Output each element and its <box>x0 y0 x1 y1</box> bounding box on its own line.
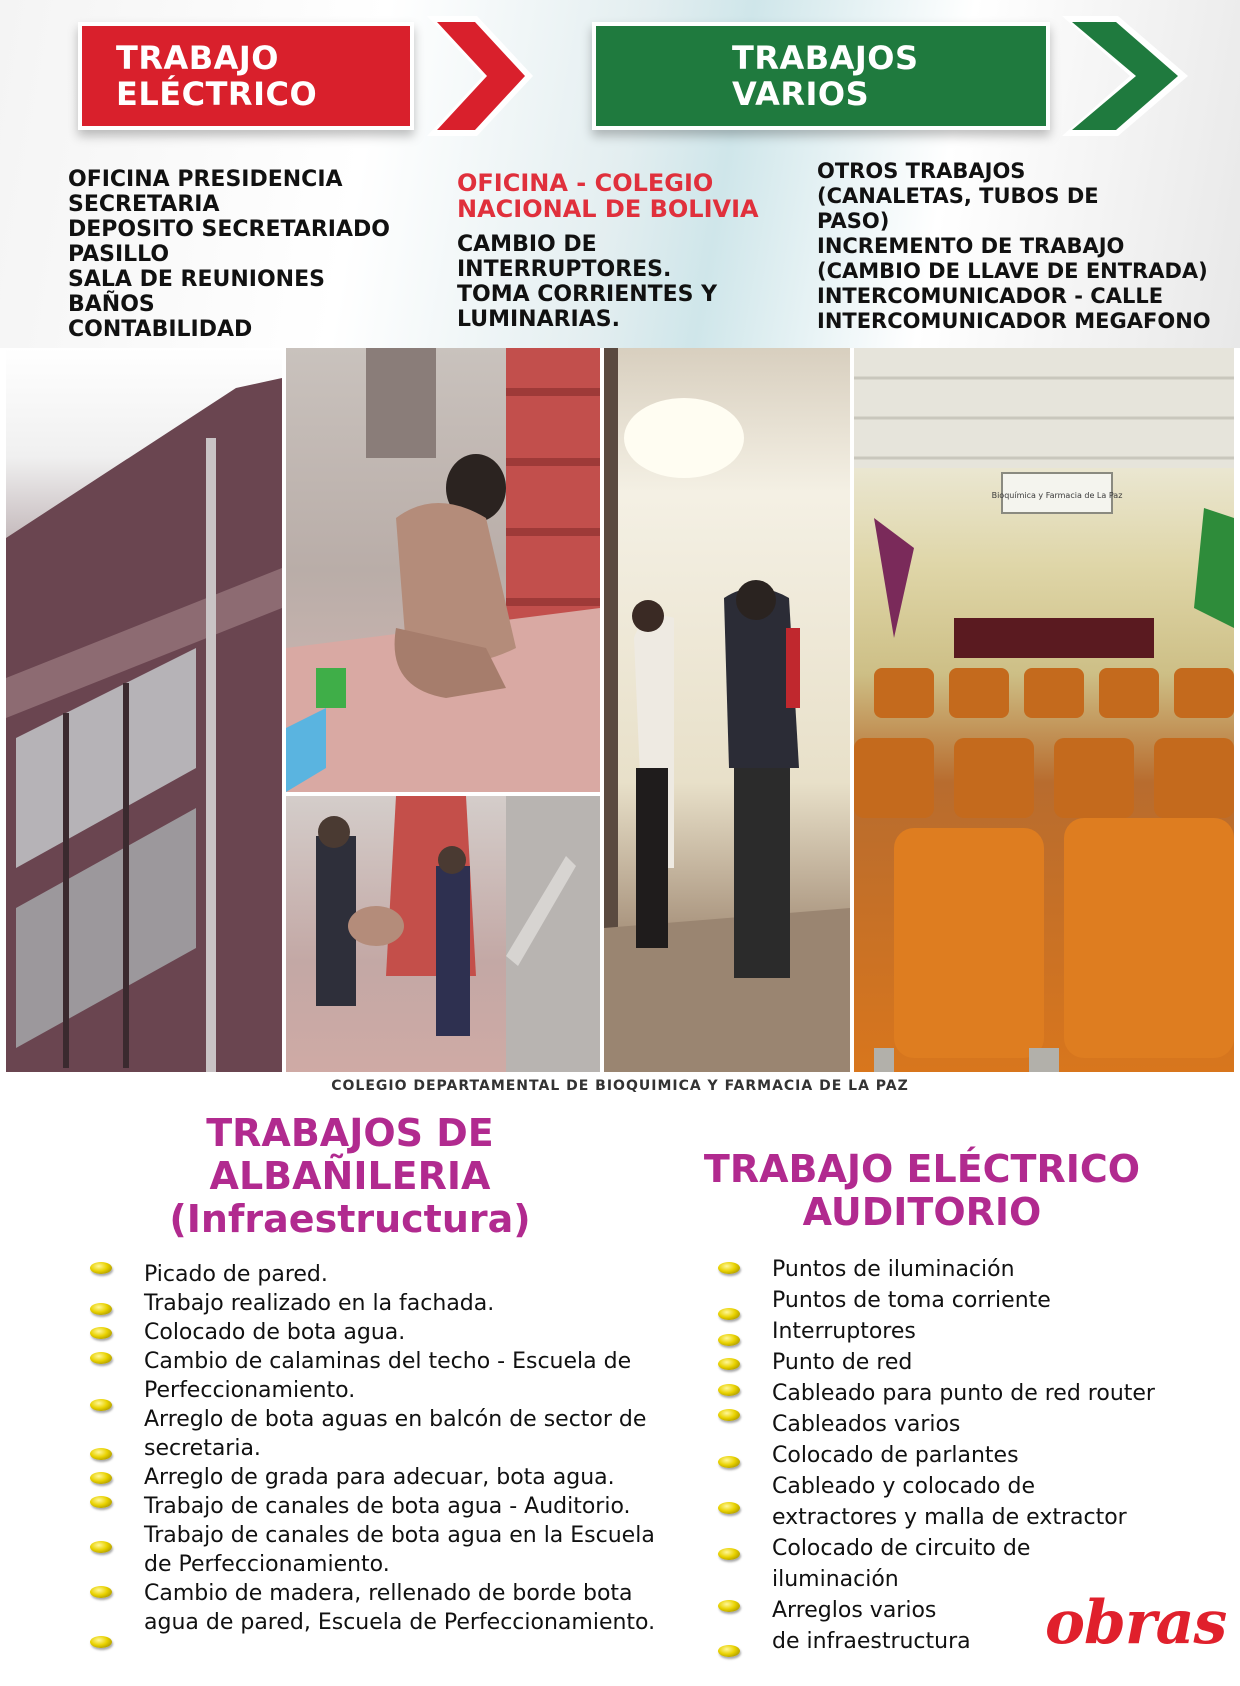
bullet-icon <box>90 1303 112 1315</box>
list-item: SECRETARIA <box>68 192 220 217</box>
office-title-line1: OFICINA - COLEGIO <box>457 169 714 197</box>
office-body-line: LUMINARIAS. <box>457 307 620 332</box>
bullet-icon <box>718 1409 740 1421</box>
electric-work-banner <box>78 22 414 130</box>
list-item: Punto de red <box>772 1350 913 1375</box>
bullet-icon <box>718 1384 740 1396</box>
auditorium-heading-line1: TRABAJO ELÉCTRICO <box>703 1147 1141 1191</box>
list-item: INTERCOMUNICADOR - CALLE <box>817 284 1164 308</box>
auditorium-heading <box>672 1148 1172 1234</box>
list-item: Puntos de toma corriente <box>772 1288 1051 1313</box>
bullet-icon <box>718 1334 740 1346</box>
list-item: Trabajo de canales de bota agua - Auditorio. <box>144 1494 631 1519</box>
auditorium-seats-photo <box>854 348 1234 1072</box>
photo-caption: COLEGIO DEPARTAMENTAL DE BIOQUIMICA Y FARMACIA DE LA PAZ <box>331 1078 909 1094</box>
facade-drawing <box>6 348 282 1072</box>
bullet-icon <box>718 1600 740 1612</box>
bullet-icon <box>90 1586 112 1598</box>
various-work-banner <box>592 22 1050 130</box>
list-item: Cableado y colocado de <box>772 1474 1035 1499</box>
various-work-list <box>817 159 1211 334</box>
list-item: Trabajo realizado en la fachada. <box>144 1291 495 1316</box>
list-item: agua de pared, Escuela de Perfeccionamiento. <box>144 1610 656 1635</box>
list-item: Arreglos varios <box>772 1598 937 1623</box>
office-body-line: CAMBIO DE <box>457 232 597 257</box>
list-item: Colocado de bota agua. <box>144 1320 406 1345</box>
worker-floor-photo <box>286 348 600 792</box>
two-people-room-photo <box>604 348 850 1072</box>
list-item: OFICINA PRESIDENCIA <box>68 167 343 192</box>
list-item: Colocado de circuito de <box>772 1536 1031 1561</box>
office-body-line: INTERRUPTORES. <box>457 257 672 282</box>
list-item: CONTABILIDAD <box>68 317 253 342</box>
list-item: DEPOSITO SECRETARIADO <box>68 217 390 242</box>
bullet-icon <box>90 1352 112 1364</box>
list-item: de Perfeccionamiento. <box>144 1552 390 1577</box>
masonry-heading-line3: (Infraestructura) <box>169 1197 531 1241</box>
green-chevron-arrow-icon <box>1060 14 1190 138</box>
list-item: PASILLO <box>68 242 170 267</box>
auditorium-drawing <box>854 348 1234 1072</box>
obras-logo: obras <box>1045 1588 1227 1658</box>
masonry-heading <box>150 1112 550 1241</box>
bullet-icon <box>90 1399 112 1411</box>
list-item: Picado de pared. <box>144 1262 328 1287</box>
bullet-icon <box>90 1327 112 1339</box>
list-item: INCREMENTO DE TRABAJO <box>817 234 1125 258</box>
various-banner-line2: VARIOS <box>732 75 870 113</box>
bullet-icon <box>718 1502 740 1514</box>
electric-banner-line1: TRABAJO <box>116 39 279 77</box>
list-item: OTROS TRABAJOS <box>817 159 1026 183</box>
list-item: secretaria. <box>144 1436 261 1461</box>
office-body-line: TOMA CORRIENTES Y <box>457 282 718 307</box>
electric-locations-list <box>68 167 390 342</box>
list-item: extractores y malla de extractor <box>772 1505 1127 1530</box>
list-item: Trabajo de canales de bota agua en la Escuela <box>144 1523 655 1548</box>
bullet-icon <box>90 1262 112 1274</box>
list-item: Cambio de calaminas del techo - Escuela de <box>144 1349 632 1374</box>
list-item: BAÑOS <box>68 292 155 317</box>
bullet-icon <box>718 1548 740 1560</box>
list-item: Arreglo de bota aguas en balcón de sector de <box>144 1407 647 1432</box>
list-item: (CANALETAS, TUBOS DE <box>817 184 1099 208</box>
bullet-icon <box>90 1472 112 1484</box>
list-item: Arreglo de grada para adecuar, bota agua. <box>144 1465 615 1490</box>
auditorium-wall-banner: Bioquímica y Farmacia de La Paz <box>991 491 1123 500</box>
various-banner-line1: TRABAJOS <box>732 39 919 77</box>
bullet-icon <box>718 1645 740 1657</box>
list-item: Interruptores <box>772 1319 916 1344</box>
list-item: INTERCOMUNICADOR MEGAFONO <box>817 309 1211 333</box>
bullet-icon <box>718 1358 740 1370</box>
list-item: iluminación <box>772 1567 899 1592</box>
list-item: Puntos de iluminación <box>772 1257 1015 1282</box>
list-item: Perfeccionamiento. <box>144 1378 356 1403</box>
building-facade-photo <box>6 348 282 1072</box>
bullet-icon <box>90 1541 112 1553</box>
list-item: de infraestructura <box>772 1629 971 1654</box>
list-item: Cableados varios <box>772 1412 961 1437</box>
list-item: SALA DE REUNIONES <box>68 267 325 292</box>
bullet-icon <box>718 1308 740 1320</box>
two-people-drawing <box>604 348 850 1072</box>
office-work-description <box>457 232 717 332</box>
list-item: Colocado de parlantes <box>772 1443 1019 1468</box>
list-item: (CAMBIO DE LLAVE DE ENTRADA) <box>817 259 1208 283</box>
auditorium-heading-line2: AUDITORIO <box>802 1190 1042 1234</box>
electric-banner-line2: ELÉCTRICO <box>116 75 318 113</box>
bullet-icon <box>718 1456 740 1468</box>
bullet-icon <box>90 1496 112 1508</box>
red-chevron-arrow-icon <box>425 14 535 138</box>
workers-stairs-photo <box>286 796 600 1072</box>
list-item: Cableado para punto de red router <box>772 1381 1155 1406</box>
bullet-icon <box>718 1262 740 1274</box>
masonry-work-list <box>144 1260 655 1637</box>
bullet-icon <box>90 1448 112 1460</box>
office-title-line2: NACIONAL DE BOLIVIA <box>457 195 759 223</box>
masonry-heading-line1: TRABAJOS DE <box>206 1111 494 1155</box>
workers-stairs-drawing <box>286 796 600 1072</box>
worker-drawing <box>286 348 600 792</box>
bullet-icon <box>90 1636 112 1648</box>
office-title <box>457 170 759 222</box>
masonry-heading-line2: ALBAÑILERIA <box>209 1154 491 1198</box>
list-item: Cambio de madera, rellenado de borde bota <box>144 1581 633 1606</box>
list-item: PASO) <box>817 209 890 233</box>
